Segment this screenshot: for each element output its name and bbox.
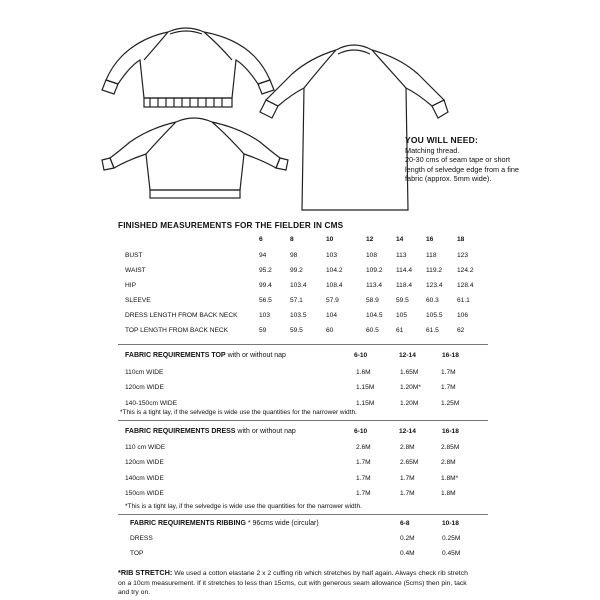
table-cell: 1.15M: [356, 384, 375, 391]
table-cell: 95.2: [259, 267, 272, 274]
table-cell: 1.65M: [400, 369, 419, 376]
table-cell: 1.8M*: [441, 475, 459, 482]
row-label: TOP: [130, 550, 144, 557]
fabric-ribbing-subtitle: * 96cms wide (circular): [247, 520, 319, 527]
table-cell: 1.7M: [356, 490, 371, 497]
table-cell: 123.4: [426, 282, 443, 289]
rib-stretch-line: and try on.: [118, 589, 151, 596]
table-cell: 57.1: [290, 297, 303, 304]
rib-stretch-line: on a 10cm measurement. If it stretches to less than 15cms, cut with generous seam allowance (5cms) then pin, tack: [118, 579, 467, 587]
row-label: HIP: [125, 282, 136, 289]
table-cell: 123: [457, 252, 469, 259]
table-cell: 0.4M: [400, 550, 415, 557]
table-cell: 61.5: [426, 327, 439, 334]
you-will-need-line: Matching thread.: [405, 146, 460, 156]
table-cell: 113.4: [366, 282, 383, 289]
table-cell: 124.2: [457, 267, 474, 274]
table-cell: 104.2: [326, 267, 343, 274]
table-cell: 2.6M: [356, 444, 371, 451]
table-cell: 94: [259, 252, 267, 259]
divider: [118, 344, 488, 345]
col-header: 16-18: [442, 428, 459, 435]
row-label: BUST: [125, 252, 143, 259]
table-cell: 1.7M: [400, 490, 415, 497]
dress-illustration: [258, 38, 448, 218]
table-cell: 103.4: [290, 282, 307, 289]
table-cell: 118: [426, 252, 437, 259]
table-cell: 1.7M: [441, 384, 456, 391]
col-header: 6-8: [400, 520, 410, 527]
table-cell: 1.7M: [356, 459, 371, 466]
table-cell: 99.4: [259, 282, 272, 289]
fabric-dress-title: FABRIC REQUIREMENTS DRESS: [125, 428, 236, 435]
table-cell: 103: [259, 312, 271, 319]
table-cell: 106: [457, 312, 469, 319]
table-cell: 58.9: [366, 297, 379, 304]
size-header: 12: [366, 236, 374, 243]
row-label: DRESS: [130, 535, 153, 542]
sweatshirt-front-illustration: [100, 20, 280, 110]
row-label: DRESS LENGTH FROM BACK NECK: [125, 312, 238, 319]
rib-stretch-heading: *RIB STRETCH:: [118, 568, 173, 577]
divider: [118, 514, 488, 515]
table-cell: 59.5: [290, 327, 303, 334]
table-cell: 62: [457, 327, 465, 334]
size-header: 16: [426, 236, 434, 243]
col-header: 12-14: [399, 428, 416, 435]
table-cell: 60.5: [366, 327, 379, 334]
size-header: 10: [326, 236, 334, 243]
table-cell: 108.4: [326, 282, 343, 289]
row-label: 120cm WIDE: [125, 384, 164, 391]
table-cell: 104.5: [366, 312, 383, 319]
footnote: *This is a tight lay, if the selvedge is wide use the quantities for the narrower width.: [125, 503, 362, 510]
table-cell: 2.85M: [441, 444, 460, 451]
rib-stretch-line: We used a cotton elastane 2 x 2 cuffing rib which stretches by half again. Always check rib stretch: [174, 570, 468, 577]
table-cell: 105: [396, 312, 408, 319]
fabric-ribbing-title: FABRIC REQUIREMENTS RIBBING: [130, 520, 246, 527]
table-cell: 59: [259, 327, 267, 334]
you-will-need-line: 20-30 cms of seam tape or short: [405, 155, 511, 165]
row-label: WAIST: [125, 267, 146, 274]
row-label: 120cm WIDE: [125, 459, 164, 466]
table-cell: 103.5: [290, 312, 307, 319]
table-cell: 2.8M: [441, 459, 456, 466]
table-cell: 61.1: [457, 297, 470, 304]
footnote: *This is a tight lay, if the selvedge is wide use the quantities for the narrower width.: [120, 409, 357, 416]
table-cell: 99.2: [290, 267, 303, 274]
col-header: 10-18: [442, 520, 459, 527]
table-cell: 105.5: [426, 312, 443, 319]
col-header: 12-14: [399, 352, 416, 359]
table-cell: 60.3: [426, 297, 439, 304]
you-will-need-line: length of selvedge edge from a fine: [405, 164, 519, 174]
table-cell: 2.65M: [400, 459, 419, 466]
table-cell: 59.5: [396, 297, 409, 304]
fabric-dress-subtitle: with or without nap: [237, 428, 296, 435]
table-cell: 104: [326, 312, 338, 319]
size-header: 14: [396, 236, 404, 243]
you-will-need-line: fabric (approx. 5mm wide).: [405, 173, 492, 183]
table-cell: 1.15M: [356, 400, 375, 407]
table-cell: 108: [366, 252, 378, 259]
fabric-top-title: FABRIC REQUIREMENTS TOP: [125, 352, 226, 359]
table-cell: 0.2M: [400, 535, 415, 542]
row-label: 150cm WIDE: [125, 490, 164, 497]
row-label: TOP LENGTH FROM BACK NECK: [125, 327, 229, 334]
table-cell: 57.9: [326, 297, 339, 304]
row-label: 110 cm WIDE: [125, 444, 166, 451]
you-will-need-block: [405, 136, 595, 183]
table-cell: 119.2: [426, 267, 443, 274]
table-cell: 60: [326, 327, 334, 334]
table-cell: 61: [396, 327, 404, 334]
table-cell: 56.5: [259, 297, 272, 304]
size-header: 6: [259, 236, 263, 243]
table-cell: 0.45M: [442, 550, 461, 557]
divider: [118, 420, 488, 421]
table-cell: 98: [290, 252, 298, 259]
row-label: 140-150cm WIDE: [125, 400, 178, 407]
table-cell: 1.7M: [441, 369, 456, 376]
table-cell: 113: [396, 252, 407, 259]
table-cell: 1.20M: [400, 400, 419, 407]
col-header: 6-10: [354, 428, 368, 435]
table-cell: 0.25M: [442, 535, 461, 542]
row-label: 140cm WIDE: [125, 475, 164, 482]
table-cell: 1.6M: [356, 369, 371, 376]
fabric-top-subtitle: with or without nap: [227, 352, 286, 359]
table-cell: 2.8M: [400, 444, 415, 451]
col-header: 6-10: [354, 352, 368, 359]
row-label: SLEEVE: [125, 297, 151, 304]
rib-stretch-paragraph: [118, 568, 588, 598]
table-cell: 114.4: [396, 267, 413, 274]
measurements-title: FINISHED MEASUREMENTS FOR THE FIELDER IN CMS: [118, 221, 344, 230]
table-cell: 1.7M: [400, 475, 415, 482]
table-cell: 1.20M*: [400, 384, 421, 391]
table-cell: 103: [326, 252, 338, 259]
row-label: 110cm WIDE: [125, 369, 164, 376]
table-cell: 1.8M: [441, 490, 456, 497]
table-cell: 118.4: [396, 282, 413, 289]
col-header: 16-18: [442, 352, 459, 359]
table-cell: 128.4: [457, 282, 474, 289]
table-cell: 1.25M: [441, 400, 460, 407]
you-will-need-heading: YOU WILL NEED:: [405, 135, 479, 145]
size-header: 18: [457, 236, 465, 243]
table-cell: 109.2: [366, 267, 383, 274]
table-cell: 1.7M: [356, 475, 371, 482]
size-header: 8: [290, 236, 294, 243]
